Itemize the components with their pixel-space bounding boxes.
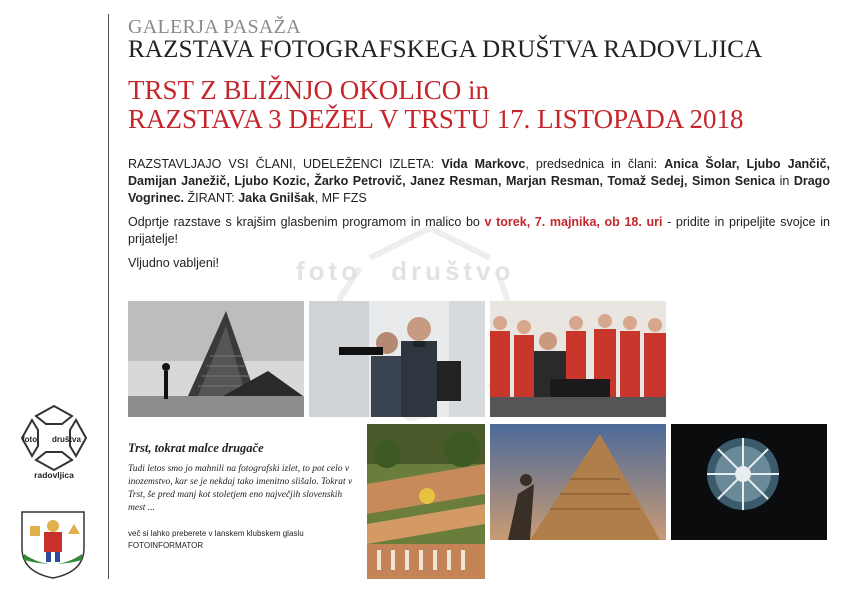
opening-text-2: - pridite in pripeljite svojce in prijatelje!	[128, 215, 830, 246]
president-suffix: , predsednica in člani:	[525, 157, 658, 171]
body-text	[128, 156, 830, 279]
opening-date: v torek, 7. majnika, ob 18. uri	[484, 215, 663, 229]
photo-gardens	[367, 424, 485, 579]
exhibition-title	[128, 76, 743, 134]
article-title: Trst, tokrat malce drugače	[128, 441, 264, 455]
photo-church-bw	[128, 301, 304, 417]
logo-word-1: foto	[22, 435, 38, 444]
article-note: več si lahko preberete v lanskem klubskem glaslu FOTOINFORMATOR	[128, 529, 304, 550]
juror-suffix: , MF FZS	[314, 191, 367, 205]
foto-drustvo-logo	[16, 400, 92, 476]
watermark-word-1: foto	[296, 256, 362, 286]
last-member: Drago Vogrinec.	[128, 174, 830, 205]
photo-choir	[490, 301, 666, 417]
title-line-2: RAZSTAVA 3 DEŽEL V TRSTU 17. LISTOPADA 2018	[128, 104, 744, 134]
participants-paragraph	[128, 156, 830, 207]
radovljica-crest	[18, 508, 88, 580]
juror-name: Jaka Gnilšak	[238, 191, 315, 205]
vertical-divider	[108, 14, 109, 579]
photo-church-dusk	[490, 424, 666, 540]
and-word: in	[779, 174, 790, 188]
welcome-text: Vljudno vabljeni!	[128, 256, 220, 270]
photo-rose-window	[671, 424, 827, 540]
juror-label: ŽIRANT:	[187, 191, 235, 205]
exhibition-subtitle: RAZSTAVA FOTOGRAFSKEGA DRUŠTVA RADOVLJICA	[128, 36, 763, 63]
president-name: Vida Markovc	[441, 157, 526, 171]
watermark-word-2: društvo	[391, 256, 515, 286]
title-line-1: TRST Z BLIŽNJO OKOLICO in	[128, 75, 489, 105]
members-list: Anica Šolar, Ljubo Jančič, Damijan Janežič, Ljubo Kozic, Žarko Petrovič, Janez Resman, Marjan Resman, Tomaž Sedej, Simon Senica	[128, 157, 831, 188]
photo-photographers	[309, 301, 485, 417]
opening-paragraph	[128, 214, 830, 248]
intro-lead: RAZSTAVLJAJO VSI ČLANI, UDELEŽENCI IZLETA:	[128, 157, 435, 171]
opening-text-1: Odprtje razstave s krajšim glasbenim programom in malico bo	[128, 215, 480, 229]
gallery-name: GALERJA PASAŽA	[128, 16, 301, 38]
logo-word-2: društva	[52, 435, 81, 444]
logo-caption: radovljica	[34, 470, 74, 480]
article-body: Tudi letos smo jo mahnili na fotografski izlet, to pot celo v inozemstvo, kar se je nekdaj tako imenitno slišalo. Tokrat v Trst, še pred manj kot stoletjem eno največjih slovenskih mest ...	[128, 464, 353, 513]
